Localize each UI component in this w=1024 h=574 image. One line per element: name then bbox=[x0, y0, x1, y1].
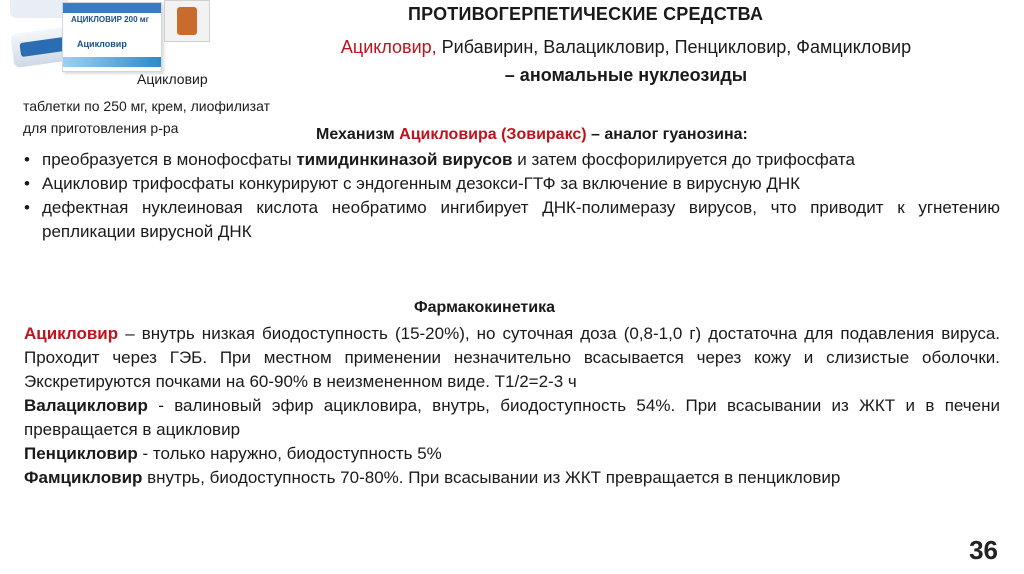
list-item bbox=[24, 172, 1000, 196]
pk-drug: Валацикловир bbox=[24, 396, 148, 415]
bullet-text: Ацикловир трифосфаты конкурируют с эндогенным дезокси-ГТФ за включение в вирусную ДНК bbox=[42, 174, 801, 193]
mechanism-drug: Ацикловира (Зовиракс) bbox=[399, 126, 587, 143]
box-label-name: Ацикловир bbox=[77, 39, 127, 49]
product-caption-name: Ацикловир bbox=[137, 71, 208, 87]
box-label: АЦИКЛОВИР 200 мг bbox=[71, 15, 149, 24]
bullet-bold: тимидинкиназой вирусов bbox=[296, 150, 513, 169]
slide-subtitle bbox=[256, 33, 996, 89]
list-item bbox=[24, 196, 1000, 244]
pk-text: - валиновый эфир ацикловира, внутрь, биодоступность 54%. При всасывании из ЖКТ и в печени превращается в ацикловир bbox=[24, 396, 1000, 439]
product-caption-line2: для приготовления р-ра bbox=[23, 120, 179, 136]
list-item bbox=[24, 148, 1000, 172]
bullet-text: и затем фосфорилируется до трифосфата bbox=[512, 150, 855, 169]
pharmacokinetics-heading: Фармакокинетика bbox=[414, 299, 555, 316]
tablet-box-image bbox=[62, 2, 162, 72]
pk-paragraph bbox=[24, 466, 1000, 490]
pk-drug: Ацикловир bbox=[24, 324, 119, 343]
page-number: 36 bbox=[969, 535, 998, 565]
pharmacokinetics-section bbox=[24, 322, 1000, 490]
slide-title: ПРОТИВОГЕРПЕТИЧЕСКИЕ СРЕДСТВА bbox=[408, 4, 764, 24]
drug-acyclovir-red: Ацикловир, bbox=[340, 37, 437, 57]
product-caption bbox=[23, 95, 270, 139]
pk-drug: Фамцикловир bbox=[24, 468, 143, 487]
bullet-text: дефектная нуклеиновая кислота необратимо ингибирует ДНК-полимеразу вирусов, что приводит к угнетению репликации вирусной ДНК bbox=[42, 198, 1000, 241]
pk-text: – внутрь низкая биодоступность (15-20%), но суточная доза (0,8-1,0 г) достаточна для подавления вируса. Проходит через ГЭБ. При местном применении незначительно всасывается через кожу и слизистые оболочки. Экскретируются почками на 60-90% в неизмененном виде. Т1/2=2-3 ч bbox=[24, 324, 1000, 391]
vial-box-image bbox=[164, 0, 210, 42]
mechanism-heading bbox=[316, 126, 748, 144]
pk-text: - только наружно, биодоступность 5% bbox=[137, 444, 442, 463]
pk-text: внутрь, биодоступность 70-80%. При всасывании из ЖКТ превращается в пенцикловир bbox=[142, 468, 841, 487]
product-photo bbox=[0, 0, 232, 75]
pk-paragraph bbox=[24, 322, 1000, 394]
pk-paragraph bbox=[24, 394, 1000, 442]
product-caption-line1: таблетки по 250 мг, крем, лиофилизат bbox=[23, 98, 270, 114]
pk-drug: Пенцикловир bbox=[24, 444, 138, 463]
mechanism-suffix: – аналог гуанозина: bbox=[586, 126, 748, 143]
mechanism-list bbox=[24, 148, 1000, 244]
bullet-text: преобразуется в монофосфаты bbox=[42, 150, 297, 169]
blister-pack-image bbox=[10, 0, 68, 18]
pk-paragraph bbox=[24, 442, 1000, 466]
mechanism-prefix: Механизм bbox=[316, 126, 400, 143]
drug-list: Рибавирин, Валацикловир, Пенцикловир, Фамцикловир bbox=[436, 37, 912, 57]
subtitle-nucleosides: – аномальные нуклеозиды bbox=[504, 65, 748, 85]
